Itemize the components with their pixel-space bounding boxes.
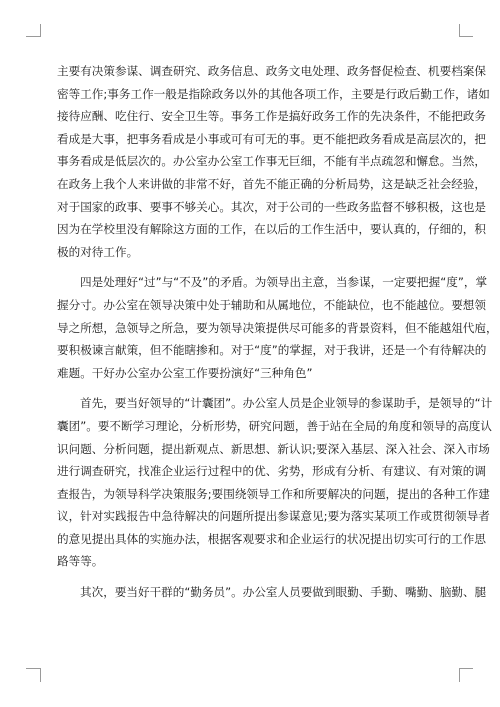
paragraph-gap [57,573,445,581]
crop-mark-bottom-right [459,668,473,669]
text-line: 难题。干好办公室办公室工作要扮演好“三种角色” [57,365,313,380]
text-line: 识问题、分析问题，提出新观点、新思想、新认识;要深入基层、深入社会、深入市场 [57,441,490,456]
text-line: 对于国家的政事、要事不够关心。其次，对于公司的一些政务监督不够积极，这也是 [57,199,486,214]
crop-mark-top-left [40,24,41,37]
crop-mark-bottom-left [40,668,41,682]
crop-mark-bottom-left [26,668,40,669]
text-line: 在政务上我个人来讲做的非常不好，首先不能正确的分析局势，这是缺乏社会经验， [57,176,486,191]
paragraph [57,271,498,384]
text-line: 主要有决策参谋、调查研究、政务信息、政务文电处理、政务督促检查、机要档案保 [57,64,486,78]
text-line: 密等工作;事务工作一般是指除政务以外的其他各项工作，主要是行政后勤工作，诸如 [57,86,490,101]
text-line: 握分寸。办公室在领导决策中处于辅助和从属地位，不能缺位，也不能越位。要想领 [57,297,486,312]
text-line: 的意见提出具体的实施办法，根据客观要求和企业运行的状况提出切实可行的工作思 [57,531,486,546]
crop-mark-top-left [26,36,40,37]
text-line: 查报告，为领导科学决策服务;要围绕领导工作和所要解决的问题，提出的各种工作建 [57,486,490,501]
crop-mark-top-right [459,36,473,37]
text-line: 要积极谏言献策，但不能瞎掺和。对于“度”的掌握，对于我讲，还是一个有待解决的 [57,343,487,358]
document-body [57,60,498,604]
text-line: 其次，要当好干群的“勤务员”。办公室人员要做到眼勤、手勤、嘴勤、脑勤、腿 [80,585,487,600]
text-line: 囊团”。要不断学习理论，分析形势，研究问题，善于站在全局的角度和领导的高度认 [57,418,492,433]
text-line: 看成是大事，把事务看成是小事或可有可无的事。更不能把政务看成是高层次的，把 [57,131,486,146]
text-line: 进行调查研究，找准企业运行过程中的优、劣势，形成有分析、有建议、有对策的调 [57,464,486,479]
text-line: 路等等。 [57,554,104,569]
text-line: 首先，要当好领导的“计囊团”。办公室人员是企业领导的参谋助手，是领导的“计 [80,396,493,411]
paragraph [57,392,493,573]
text-line: 因为在学校里没有解除这方面的工作，在以后的工作生活中，要认真的，仔细的，积 [57,222,486,237]
text-line: 四是处理好“过”与“不及”的矛盾。为领导出主意，当参谋，一定要把握“度”，掌 [80,275,488,290]
text-line: 极的对待工作。 [57,244,139,259]
text-line: 事务看成是低层次的。办公室办公室工作事无巨细，不能有半点疏忽和懈怠。当然， [57,154,486,169]
crop-mark-bottom-right [459,668,460,682]
paragraph-gap [57,384,445,392]
text-line: 导之所想，急领导之所急，要为领导决策提供尽可能多的背景资料，但不能越俎代庖， [57,320,498,335]
paragraph [57,60,490,263]
text-line: 接待应酬、吃住行、安全卫生等。事务工作是搞好政务工作的先决条件，不能把政务 [57,109,486,124]
paragraph [57,581,487,604]
crop-mark-top-right [459,24,460,37]
text-line: 议，针对实践报告中急待解决的问题所提出参谋意见;要为落实某项工作或贯彻领导者 [57,509,490,524]
paragraph-gap [57,263,445,271]
